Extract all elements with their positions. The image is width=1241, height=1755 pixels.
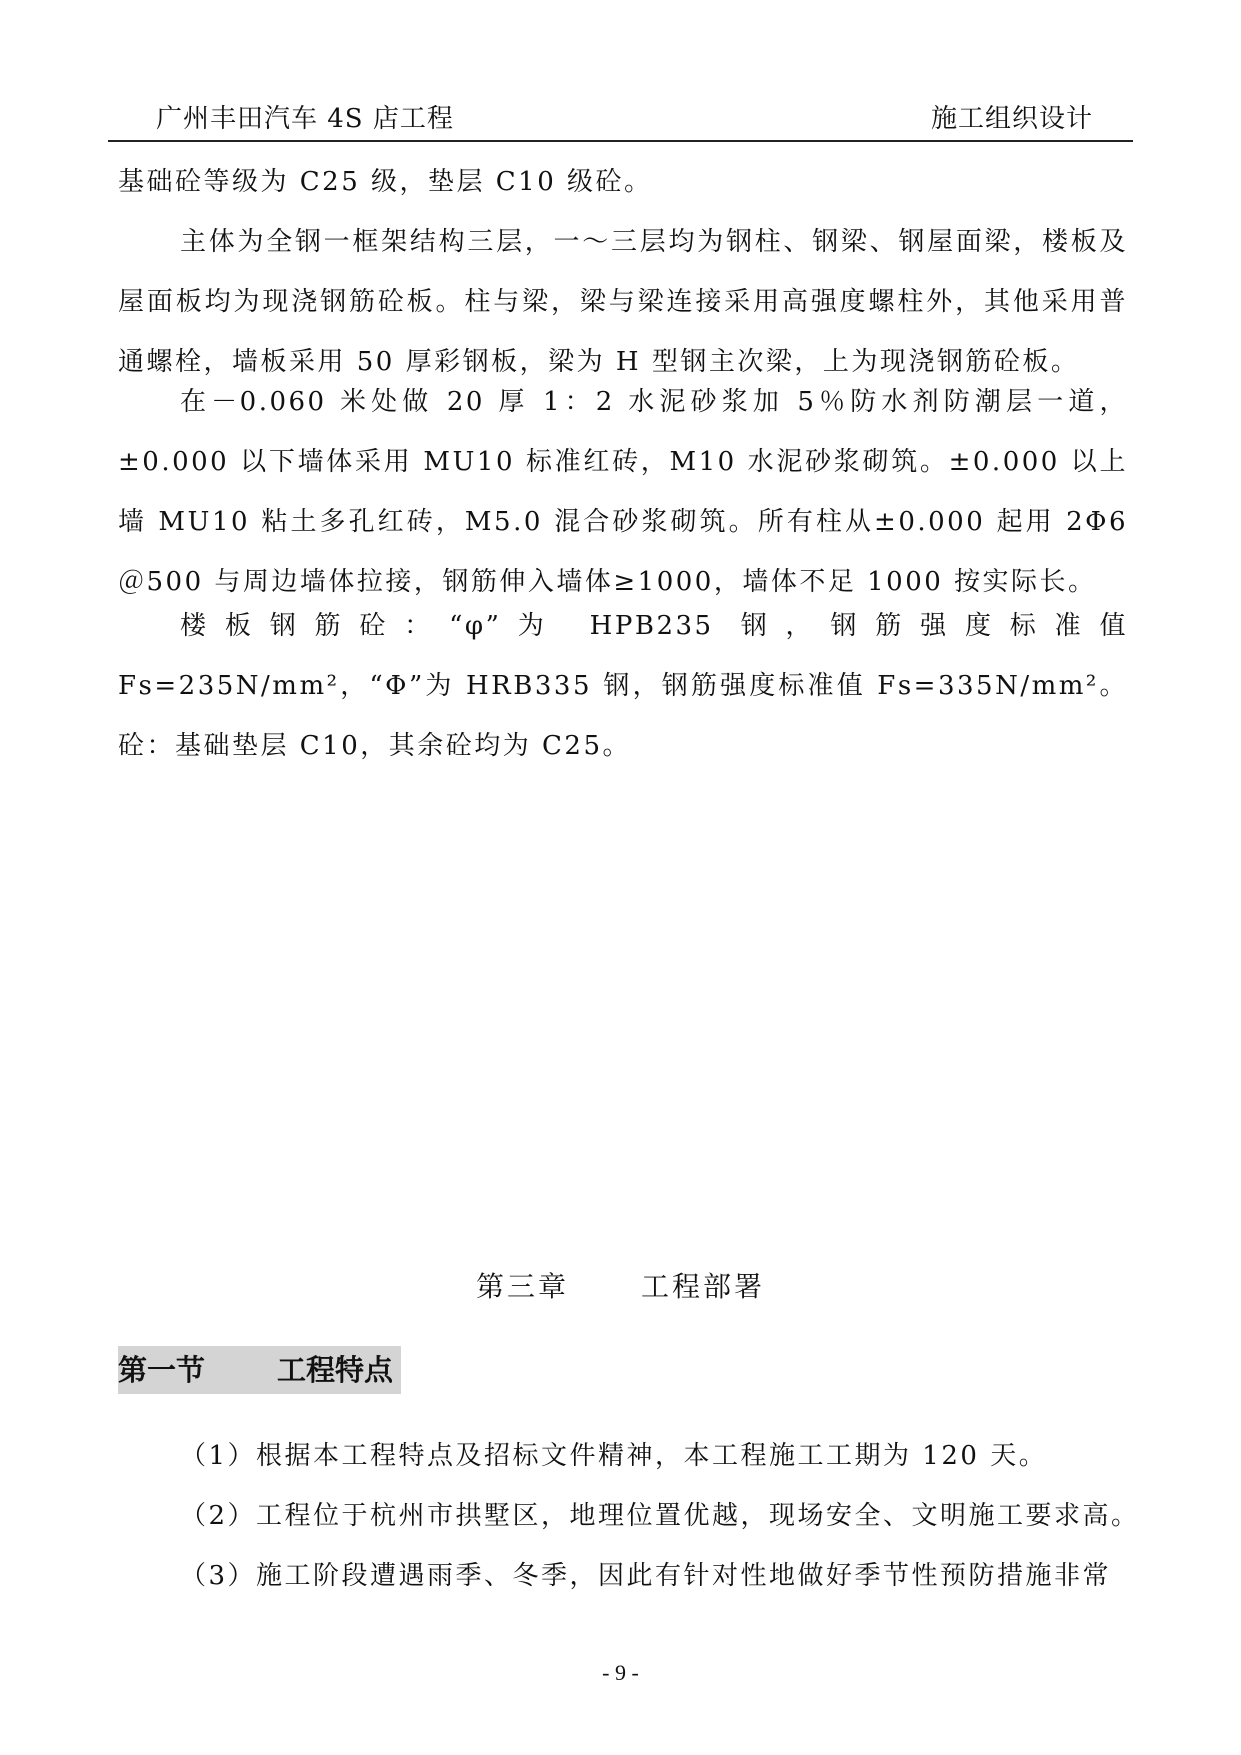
- list-item: （3）施工阶段遭遇雨季、冬季，因此有针对性地做好季节性预防措施非常: [180, 1561, 1112, 1591]
- paragraph-wall-masonry: 在－0.060 米处做 20 厚 1：2 水泥砂浆加 5％防水剂防潮层一道，±0.000 以下墙体采用 MU10 标准红砖，M10 水泥砂浆砌筑。±0.000 以上墙 MU10 粘土多孔红砖，M5.0 混合砂浆砌筑。所有柱从±0.000 起用 2Φ6＠500 与周边墙体拉接，钢筋伸入墙体≥1000，墙体不足 1000 按实际长。: [118, 387, 1128, 597]
- chapter-title: 工程部署: [641, 1270, 766, 1303]
- section-number: 第一节: [118, 1353, 206, 1387]
- page-header: [108, 92, 1133, 142]
- paragraph-foundation-concrete: 基础砼等级为 C25 级，垫层 C10 级砼。: [118, 167, 653, 197]
- section-heading: [118, 1346, 401, 1394]
- section-title: 工程特点: [277, 1353, 394, 1387]
- header-document-type: 施工组织设计: [930, 104, 1093, 134]
- list-item: （2）工程位于杭州市拱墅区，地理位置优越，现场安全、文明施工要求高。: [180, 1501, 1140, 1531]
- chapter-heading: [0, 1265, 1241, 1305]
- page-number: - 9 -: [602, 1660, 639, 1685]
- paragraph-floor-rebar: 楼板钢筋砼：“φ”为 HPB235 钢，钢筋强度标准值 Fs=235N/mm²，“Φ”为 HRB335 钢，钢筋强度标准值 Fs=335N/mm²。砼：基础垫层 C10，其余砼均为 C25。: [118, 611, 1128, 761]
- list-item: （1）根据本工程特点及招标文件精神，本工程施工工期为 120 天。: [180, 1441, 1048, 1471]
- paragraph-main-structure: 主体为全钢一框架结构三层，一～三层均为钢柱、钢梁、钢屋面梁，楼板及屋面板均为现浇钢筋砼板。柱与梁，梁与梁连接采用高强度螺柱外，其他采用普通螺栓，墙板采用 50 厚彩钢板，梁为 H 型钢主次梁，上为现浇钢筋砼板。: [118, 227, 1128, 377]
- chapter-number: 第三章: [475, 1270, 569, 1303]
- header-project-title: 广州丰田汽车 4S 店工程: [156, 104, 454, 134]
